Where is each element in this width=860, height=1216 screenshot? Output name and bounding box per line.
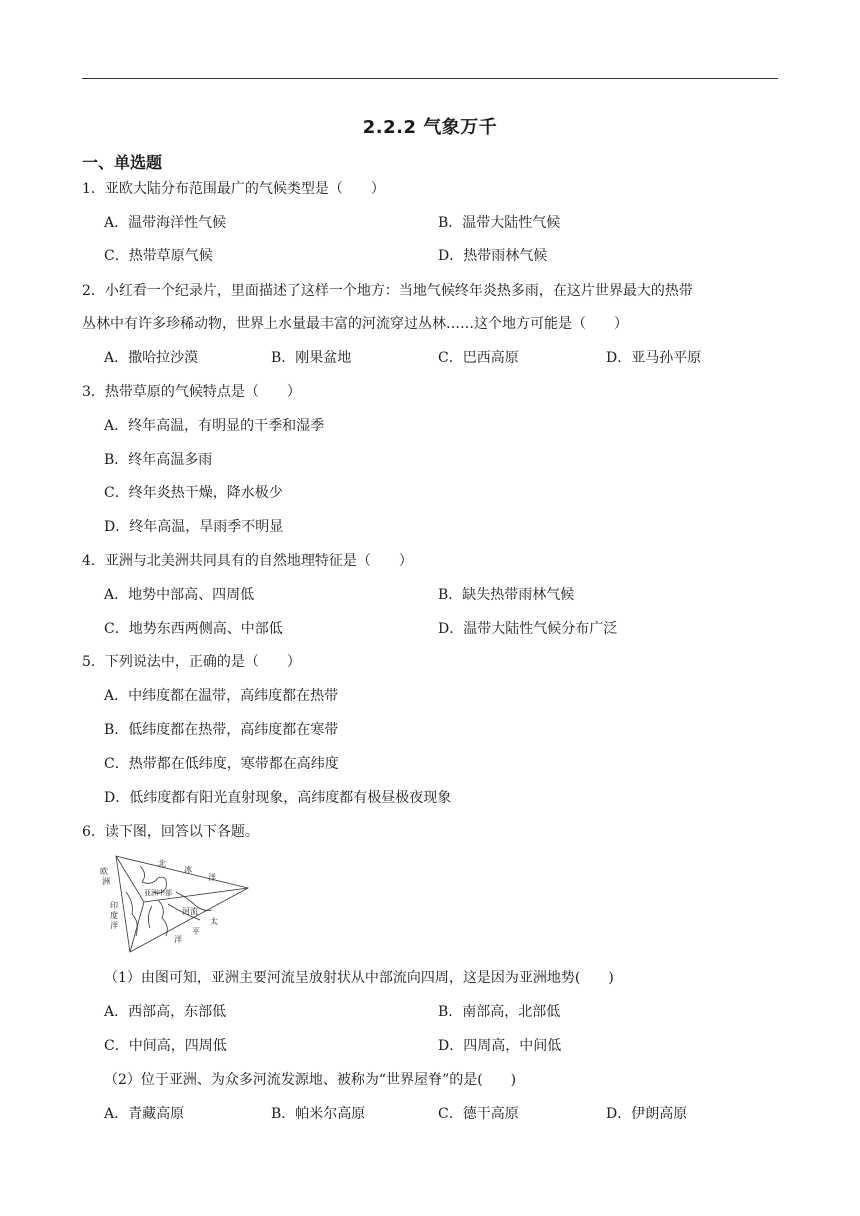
page-title: 2.2.2 气象万千 [362, 117, 498, 138]
question-5-option-a: A．中纬度都在温带，高纬度都在热带 [104, 688, 339, 704]
question-2-option-d: D．亚马孙平原 [606, 350, 702, 366]
question-6-1-option-a: A．西部高，东部低 [104, 1004, 227, 1020]
map-label-europe-1: 欧 [100, 867, 108, 876]
question-6-2-stem: （2）位于亚洲、为众多河流发源地、被称为“世界屋脊”的是( ) [104, 1072, 517, 1088]
question-2-stem-line-1: 2．小红看一个纪录片，里面描述了这样一个地方：当地气候终年炎热多雨，在这片世界最大的热带 [82, 283, 693, 299]
map-label-ocean-north: 洋 [208, 873, 216, 882]
question-3-option-c: C．终年炎热干燥，降水极少 [104, 485, 283, 501]
question-1-option-c: C．热带草原气候 [104, 248, 213, 264]
map-label-india-2: 度 [110, 911, 118, 920]
question-4-stem: 4．亚洲与北美洲共同具有的自然地理特征是（ ） [82, 553, 413, 569]
question-5-stem: 5．下列说法中，正确的是（ ） [82, 654, 301, 670]
question-6-1-option-c: C．中间高，四周低 [104, 1038, 227, 1054]
question-4-option-b: B．缺失热带雨林气候 [438, 587, 575, 603]
question-3-option-b: B．终年高温多雨 [104, 452, 213, 468]
map-label-ice: 冰 [184, 865, 192, 874]
question-1-option-b: B．温带大陆性气候 [438, 215, 561, 231]
map-label-pacific-ping: 平 [192, 927, 200, 936]
question-3-option-a: A．终年高温，有明显的干季和湿季 [104, 418, 325, 434]
question-5-option-b: B．低纬度都在热带，高纬度都在寒带 [104, 722, 339, 738]
question-6-stem: 6．读下图，回答以下各题。 [82, 824, 259, 840]
asia-rivers-map [96, 852, 252, 954]
question-4-option-c: C．地势东西两侧高、中部低 [104, 621, 283, 637]
map-outline [116, 856, 248, 952]
question-6-1-stem: （1）由图可知，亚洲主要河流呈放射状从中部流向四周，这是因为亚洲地势( ) [104, 970, 614, 986]
question-6-2-option-b: B．帕米尔高原 [271, 1106, 366, 1122]
map-label-europe-2: 洲 [102, 877, 110, 886]
map-label-asia-center: 亚洲中部 [144, 889, 172, 897]
question-3-option-d: D．终年高温，旱雨季不明显 [104, 519, 284, 535]
question-3-stem: 3．热带草原的气候特点是（ ） [82, 384, 301, 400]
question-6-1-option-d: D．四周高，中间低 [438, 1038, 562, 1054]
map-label-india-3: 洋 [110, 921, 118, 930]
question-5-option-d: D．低纬度都有阳光直射现象，高纬度都有极昼极夜现象 [104, 790, 452, 806]
question-6-1-option-b: B．南部高，北部低 [438, 1004, 561, 1020]
map-label-north: 北 [158, 859, 166, 868]
map-label-india-1: 印 [110, 901, 118, 910]
question-6-2-option-a: A．青藏高原 [104, 1106, 185, 1122]
question-1-option-d: D．热带雨林气候 [438, 248, 548, 264]
question-2-stem-line-2: 丛林中有许多珍稀动物，世界上水量最丰富的河流穿过丛林……这个地方可能是（ ） [82, 316, 628, 332]
question-2-option-b: B．刚果盆地 [271, 350, 352, 366]
question-1-stem: 1．亚欧大陆分布范围最广的气候类型是（ ） [82, 181, 385, 197]
question-5-option-c: C．热带都在低纬度，寒带都在高纬度 [104, 756, 339, 772]
map-label-pacific-tai: 太 [210, 917, 218, 926]
map-label-pacific-yang: 洋 [174, 935, 182, 944]
question-2-option-c: C．巴西高原 [438, 350, 519, 366]
header-rule [82, 78, 778, 79]
map-label-rivers: 河流 [182, 907, 198, 916]
question-2-option-a: A．撒哈拉沙漠 [104, 350, 199, 366]
question-1-option-a: A．温带海洋性气候 [104, 215, 227, 231]
question-4-option-d: D．温带大陆性气候分布广泛 [438, 621, 618, 637]
question-6-2-option-d: D．伊朗高原 [606, 1106, 688, 1122]
question-6-2-option-c: C．德干高原 [438, 1106, 519, 1122]
question-4-option-a: A．地势中部高、四周低 [104, 587, 255, 603]
section-heading: 一、单选题 [82, 153, 163, 172]
